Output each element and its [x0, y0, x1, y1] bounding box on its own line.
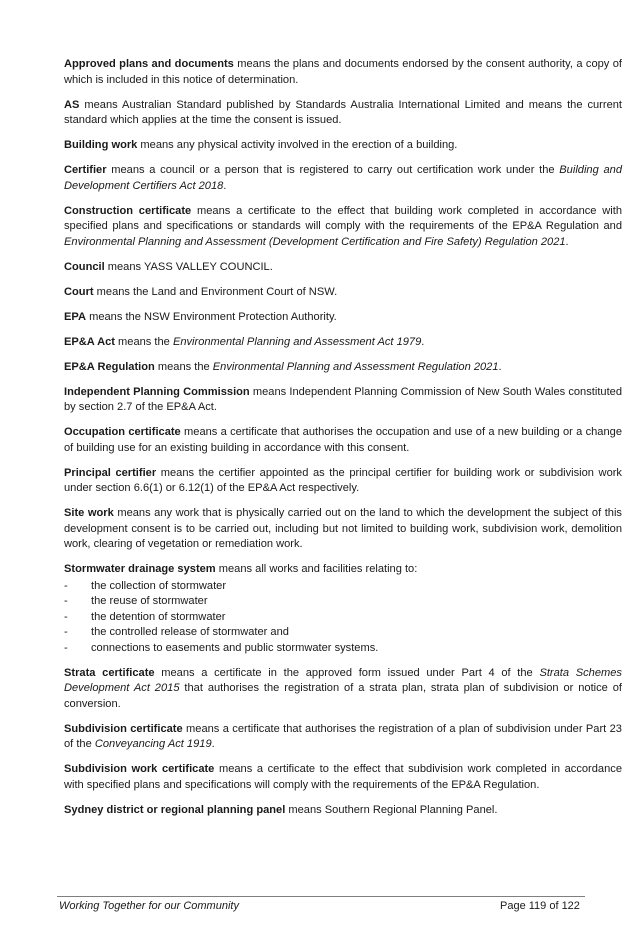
term: Approved plans and documents: [64, 58, 234, 70]
definition-site-work: [64, 506, 622, 553]
definition-as: [64, 98, 622, 129]
footer-divider: [57, 896, 585, 897]
definition-text: means a certificate in the approved form issued under Part 4 of the: [154, 666, 540, 679]
list-item: [64, 610, 622, 626]
list-item: [64, 641, 622, 657]
legislation-ref: Building and Development Certifiers Act 2018: [64, 164, 622, 192]
term: Construction certificate: [64, 204, 192, 217]
definition-principal-certifier: [64, 466, 622, 497]
definition-text: means any physical activity involved in the erection of a building.: [137, 139, 458, 151]
legislation-ref: Strata Schemes Development Act 2015: [64, 666, 622, 694]
list-item-text: the collection of stormwater: [91, 579, 227, 592]
definition-planning-panel: [64, 803, 622, 819]
list-item: [64, 579, 622, 595]
definition-occupation-certificate: [64, 425, 622, 456]
list-item-text: the controlled release of stormwater and: [91, 626, 289, 638]
term: EP&A Regulation: [64, 360, 155, 373]
definition-text: means the plans and documents endorsed by the consent authority, a copy of which is included in this notice of determination.: [64, 58, 622, 86]
term: Building work: [64, 139, 138, 151]
term: Certifier: [64, 164, 107, 176]
definition-text: means the: [114, 335, 173, 348]
definition-text: means all works and facilities relating to:: [215, 563, 418, 575]
definition-text: means a certificate that authorises the occupation and use of a new building or a change of building use for an existing building in accordance with this consent.: [64, 426, 622, 454]
definition-epa: [64, 310, 622, 326]
legislation-ref: Conveyancing Act 1919: [94, 738, 212, 750]
definition-tail: .: [421, 335, 425, 348]
definition-council: [64, 260, 622, 276]
term: Strata certificate: [64, 666, 155, 679]
definition-text: means a council or a person that is registered to carry out certification work under the: [106, 164, 560, 176]
definition-tail: that authorises the registration of a strata plan, strata plan of subdivision or notice of conversion.: [64, 682, 622, 710]
list-item-text: the detention of stormwater: [91, 610, 226, 623]
bullet-marker: -: [64, 610, 68, 623]
bullet-marker: -: [64, 579, 68, 592]
definition-text: means Southern Regional Planning Panel.: [285, 803, 498, 816]
definition-epa-regulation: [64, 360, 622, 376]
definition-court: [64, 285, 622, 301]
definition-certifier: [64, 163, 622, 194]
definition-epa-act: [64, 335, 622, 351]
definition-tail: .: [223, 179, 227, 192]
term: Council: [64, 260, 105, 273]
definition-text: means a certificate that authorises the registration of a plan of subdivision under Part 23 of the: [64, 722, 622, 750]
definition-text: means YASS VALLEY COUNCIL.: [104, 260, 273, 273]
list-item: [64, 625, 622, 641]
definition-construction-certificate: [64, 204, 622, 251]
term: AS: [64, 98, 80, 111]
legislation-ref: Environmental Planning and Assessment Regulation 2021: [212, 360, 499, 373]
list-item-text: connections to easements and public stormwater systems.: [91, 641, 379, 654]
term: Occupation certificate: [64, 426, 181, 438]
term: Court: [64, 285, 94, 298]
definition-text: means Australian Standard published by Standards Australia International Limited and means the current standard which applies at the time the consent is issued.: [64, 98, 622, 126]
list-item: [64, 594, 622, 610]
term: Sydney district or regional planning panel: [64, 803, 286, 816]
definition-text: means the Land and Environment Court of NSW.: [93, 285, 338, 298]
term: Stormwater drainage system: [64, 563, 216, 575]
definition-tail: .: [565, 235, 569, 248]
definitions-list: [64, 57, 622, 828]
legislation-ref: Environmental Planning and Assessment (Development Certification and Fire Safety) Regulation 2021: [64, 235, 566, 248]
list-item-text: the reuse of stormwater: [91, 595, 208, 607]
term: Independent Planning Commission: [64, 385, 250, 398]
definition-text: means a certificate to the effect that subdivision work completed in accordance with specified plans and specifications will comply with the requirements of the EP&A Regulation.: [64, 763, 622, 791]
definition-strata-certificate: [64, 666, 622, 713]
definition-subdivision-work-certificate: [64, 762, 622, 793]
definition-tail: .: [498, 360, 502, 373]
footer-tagline: Working Together for our Community: [59, 900, 239, 912]
legislation-ref: Environmental Planning and Assessment Act 1979: [172, 335, 422, 348]
stormwater-bullet-list: [64, 579, 622, 657]
definition-text: means the NSW Environment Protection Authority.: [86, 310, 337, 323]
page-number: Page 119 of 122: [500, 900, 580, 912]
term: Principal certifier: [64, 466, 157, 479]
definition-subdivision-certificate: [64, 722, 622, 753]
term: Subdivision work certificate: [64, 763, 215, 775]
definition-text: means a certificate to the effect that building work completed in accordance with specified plans and specifications or standards will comply with the requirements of the EP&A Regulation and: [64, 204, 622, 232]
term: EPA: [64, 310, 86, 323]
bullet-marker: -: [64, 626, 68, 638]
definition-text: means any work that is physically carried out on the land to which the development the subject of this development consent is to be carried out, including but not limited to building work, subdivision work, demolition work, clearing of vegetation or remediation work.: [64, 507, 622, 550]
definition-approved-plans: [64, 57, 622, 88]
term: Site work: [64, 507, 114, 519]
definition-text: means the certifier appointed as the principal certifier for building work or subdivision work under section 6.6(1) or 6.12(1) of the EP&A Act respectively.: [64, 466, 622, 494]
definition-stormwater-drainage-system: [64, 562, 622, 578]
bullet-marker: -: [64, 595, 68, 607]
definition-text: means the: [154, 360, 213, 373]
definition-text: means Independent Planning Commission of New South Wales constituted by section 2.7 of the EP&A Act.: [64, 385, 622, 413]
definition-tail: .: [211, 738, 215, 750]
bullet-marker: -: [64, 641, 68, 654]
term: Subdivision certificate: [64, 722, 183, 735]
definition-building-work: [64, 138, 622, 154]
term: EP&A Act: [64, 335, 115, 348]
definition-independent-planning-commission: [64, 385, 622, 416]
